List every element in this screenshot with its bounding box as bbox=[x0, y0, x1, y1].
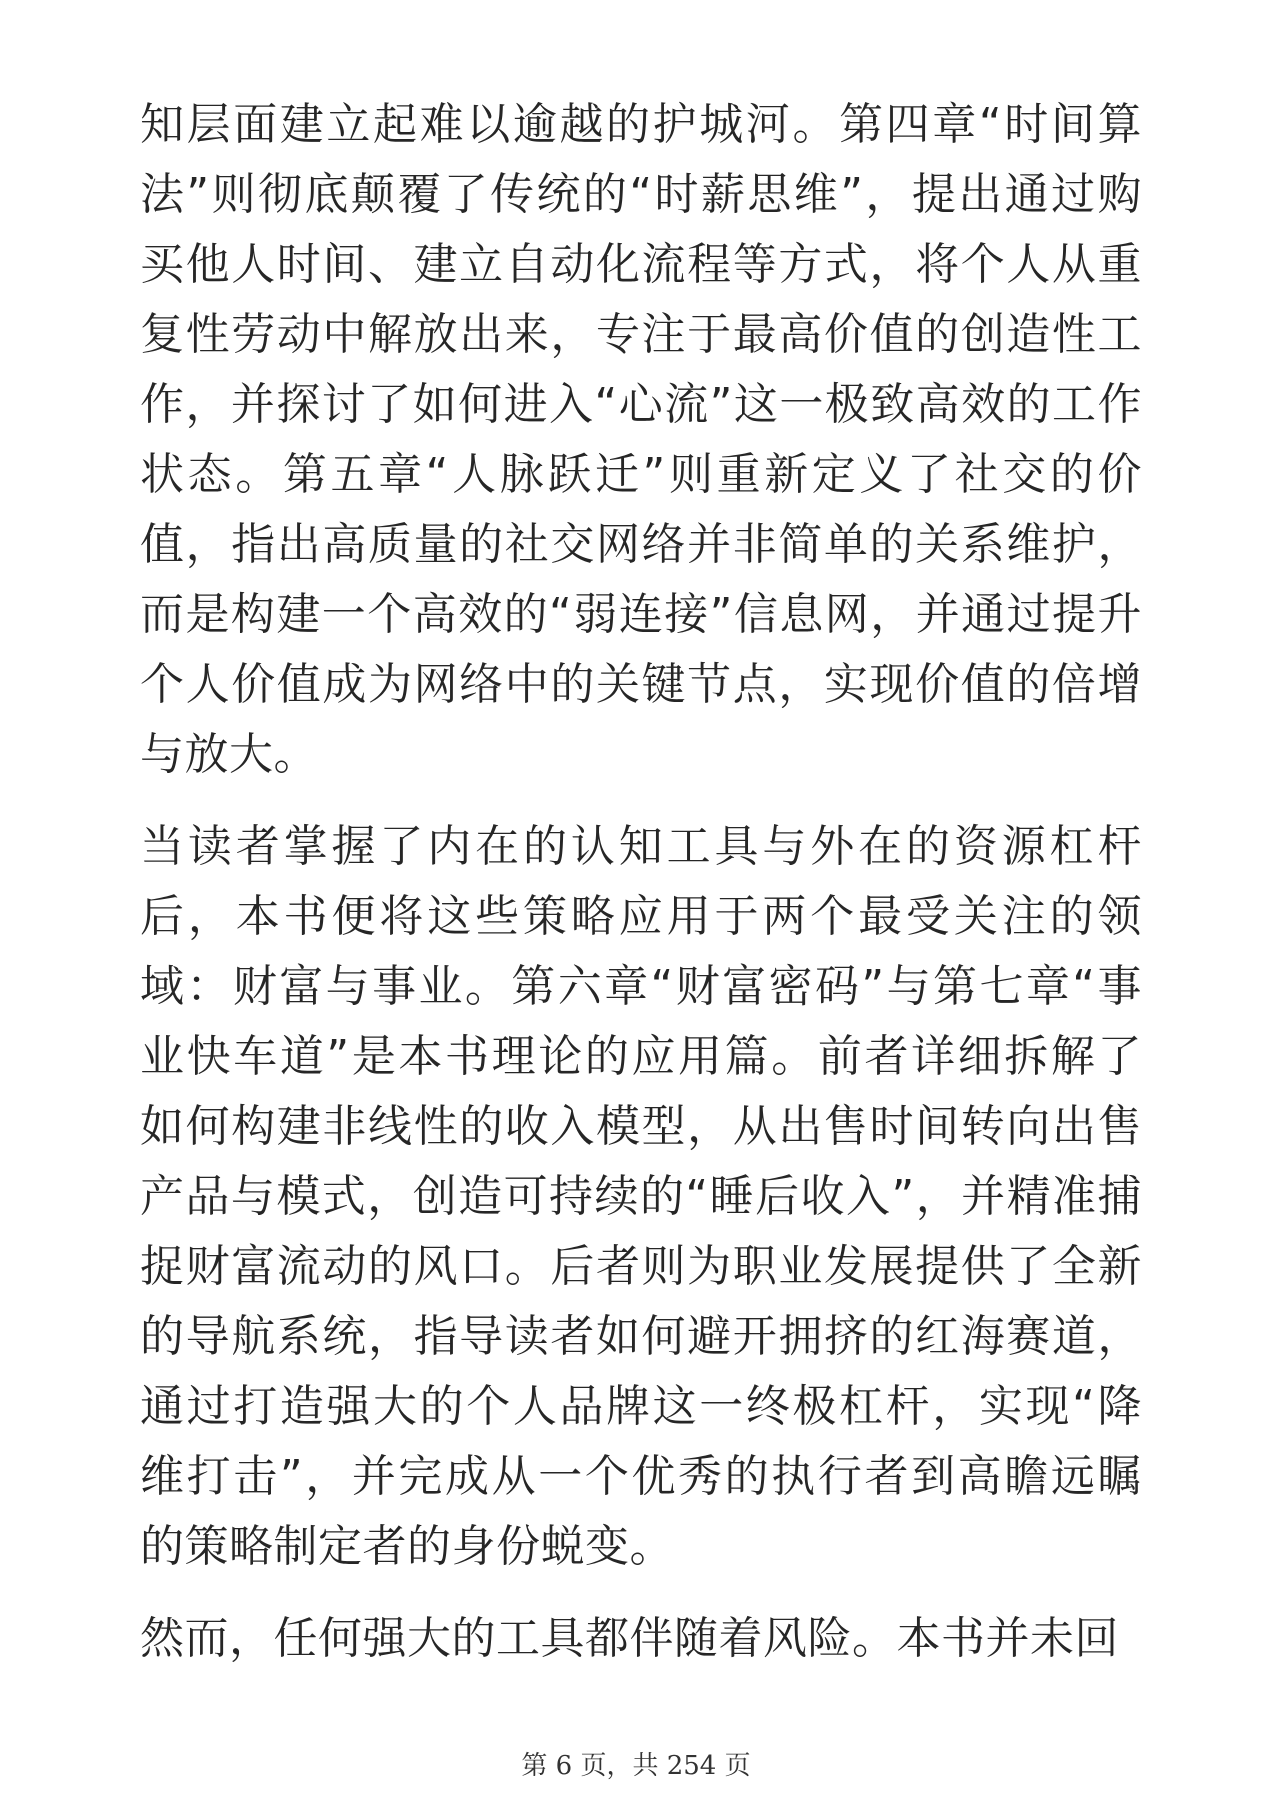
paragraph-1: 知层面建立起难以逾越的护城河。第四章“时间算法”则彻底颠覆了传统的“时薪思维”，提出通过购买他人时间、建立自动化流程等方式，将个人从重复性劳动中解放出来，专注于最高价值的创造性工作，并探讨了如何进入“心流”这一极致高效的工作状态。第五章“人脉跃迁”则重新定义了社交的价值，指出高质量的社交网络并非简单的关系维护，而是构建一个高效的“弱连接”信息网，并通过提升个人价值成为网络中的关键节点，实现价值的倍增与放大。 bbox=[140, 99, 1142, 780]
paragraph-3: 然而，任何强大的工具都伴随着风险。本书并未回 bbox=[140, 1613, 1119, 1664]
page-number-footer: 第 6 页，共 254 页 bbox=[521, 1751, 751, 1781]
paragraph-2: 当读者掌握了内在的认知工具与外在的资源杠杆后，本书便将这些策略应用于两个最受关注的领域：财富与事业。第六章“财富密码”与第七章“事业快车道”是本书理论的应用篇。前者详细拆解了如何构建非线性的收入模型，从出售时间转向出售产品与模式，创造可持续的“睡后收入”，并精准捕捉财富流动的风口。后者则为职业发展提供了全新的导航系统，指导读者如何避开拥挤的红海赛道，通过打造强大的个人品牌这一终极杠杆，实现“降维打击”，并完成从一个优秀的执行者到高瞻远瞩的策略制定者的身份蜕变。 bbox=[140, 821, 1142, 1572]
document-body bbox=[140, 90, 1142, 1696]
